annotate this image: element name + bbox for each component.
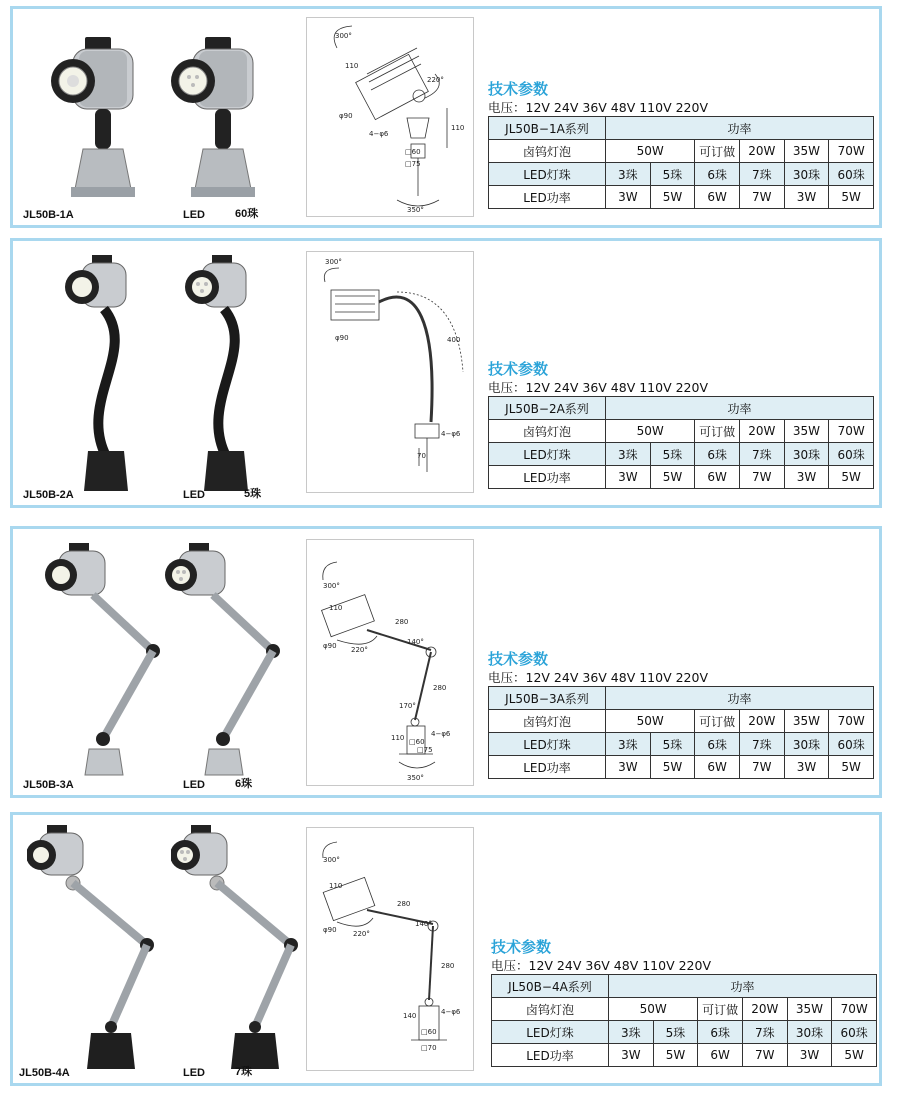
dim-label: 140	[403, 1012, 417, 1020]
table-cell: 5W	[832, 1044, 877, 1067]
voltage-text: 电压：12V 24V 36V 48V 110V 220V	[488, 380, 709, 395]
dim-label: φ90	[323, 926, 337, 934]
row-label: LED功率	[489, 756, 606, 779]
table-row	[492, 1044, 877, 1067]
spec-table	[488, 116, 874, 209]
lamp-photo-halogen	[27, 821, 157, 1071]
dim-label: 140°	[415, 920, 432, 928]
product-photos	[13, 815, 298, 1083]
table-cell: 5珠	[650, 733, 695, 756]
table-cell: 5珠	[650, 163, 695, 186]
table-cell: 3珠	[606, 733, 651, 756]
model-label: JL50B-3A	[23, 779, 74, 791]
dim-label: 350°	[407, 206, 424, 214]
dim-label: 280	[397, 900, 411, 908]
dim-label: 220°	[427, 76, 444, 84]
table-cell: 7W	[739, 186, 784, 209]
row-label: LED功率	[489, 186, 606, 209]
table-row	[489, 186, 874, 209]
table-cell: 70W	[832, 998, 877, 1021]
table-cell: 7珠	[742, 1021, 787, 1044]
table-cell: 5W	[650, 186, 695, 209]
table-cell: 6W	[695, 466, 740, 489]
voltage-text: 电压：12V 24V 36V 48V 110V 220V	[491, 958, 712, 973]
table-cell: 50W	[606, 140, 695, 163]
dim-label: 220°	[353, 930, 370, 938]
table-cell: 可订做	[698, 998, 743, 1021]
table-cell: 3W	[787, 1044, 832, 1067]
table-cell: 3W	[609, 1044, 654, 1067]
power-header: 功率	[606, 117, 874, 140]
table-cell: 3W	[606, 186, 651, 209]
table-cell: 35W	[784, 140, 829, 163]
table-cell: 50W	[609, 998, 698, 1021]
table-cell: 3W	[784, 756, 829, 779]
model-label: JL50B-4A	[19, 1067, 70, 1079]
dim-label: 4−φ6	[369, 130, 389, 138]
table-cell: 3珠	[606, 163, 651, 186]
spec-section	[488, 649, 874, 779]
dimension-drawing	[307, 252, 473, 492]
row-label: LED灯珠	[489, 163, 606, 186]
table-cell: 可订做	[695, 420, 740, 443]
table-row	[489, 117, 874, 140]
table-cell: 20W	[739, 710, 784, 733]
dim-label: □70	[421, 1044, 437, 1052]
dim-label: 280	[441, 962, 455, 970]
led-label: LED	[183, 779, 205, 791]
dim-label: 110	[329, 604, 343, 612]
lamp-photo-led	[163, 29, 263, 204]
dim-label: 280	[433, 684, 447, 692]
table-cell: 20W	[742, 998, 787, 1021]
table-cell: 6W	[695, 756, 740, 779]
row-label: LED功率	[489, 466, 606, 489]
table-cell: 60珠	[829, 733, 874, 756]
table-cell: 50W	[606, 710, 695, 733]
technical-drawing	[306, 251, 474, 493]
dim-label: 110	[329, 882, 343, 890]
table-cell: 60珠	[832, 1021, 877, 1044]
voltage-text: 电压：12V 24V 36V 48V 110V 220V	[488, 670, 709, 685]
dim-label: 300°	[323, 582, 340, 590]
model-label: JL50B-2A	[23, 489, 74, 501]
power-header: 功率	[606, 397, 874, 420]
table-cell: 50W	[606, 420, 695, 443]
table-cell: 5W	[829, 466, 874, 489]
dim-label: 4−φ6	[441, 430, 461, 438]
product-panel-4a	[10, 812, 882, 1086]
table-cell: 70W	[829, 710, 874, 733]
technical-drawing	[306, 827, 474, 1071]
table-cell: 可订做	[695, 710, 740, 733]
table-cell: 5珠	[650, 443, 695, 466]
table-row	[489, 687, 874, 710]
dim-label: 280	[395, 618, 409, 626]
dim-label: □60	[421, 1028, 437, 1036]
spec-table	[491, 974, 877, 1067]
table-cell: 30珠	[787, 1021, 832, 1044]
dim-label: 4−φ6	[441, 1008, 461, 1016]
table-row	[489, 443, 874, 466]
table-cell: 5W	[829, 186, 874, 209]
table-cell: 3珠	[609, 1021, 654, 1044]
table-cell: 5珠	[653, 1021, 698, 1044]
dim-label: □60	[409, 738, 425, 746]
dim-label: □75	[417, 746, 433, 754]
table-row	[492, 975, 877, 998]
product-panel-1a	[10, 6, 882, 228]
table-row	[489, 397, 874, 420]
dim-label: 300°	[325, 258, 342, 266]
series-label: JL50B−2A系列	[489, 397, 606, 420]
table-cell: 6珠	[695, 443, 740, 466]
table-row	[492, 1021, 877, 1044]
dimension-drawing	[307, 18, 473, 216]
table-cell: 7珠	[739, 163, 784, 186]
table-cell: 5W	[650, 466, 695, 489]
lamp-photo-led	[178, 251, 268, 496]
spec-table	[488, 396, 874, 489]
table-cell: 30珠	[784, 733, 829, 756]
table-cell: 5W	[653, 1044, 698, 1067]
table-cell: 70W	[829, 140, 874, 163]
dim-label: φ90	[335, 334, 349, 342]
beads-label: 6珠	[235, 778, 253, 790]
table-row	[489, 733, 874, 756]
row-label: 卤钨灯泡	[492, 998, 609, 1021]
spec-title: 技术参数	[491, 938, 552, 956]
dim-label: 110	[345, 62, 359, 70]
spec-table	[488, 686, 874, 779]
table-cell: 70W	[829, 420, 874, 443]
dim-label: 350°	[407, 774, 424, 782]
dim-label: 400	[447, 336, 461, 344]
table-cell: 7W	[739, 756, 784, 779]
table-row	[489, 163, 874, 186]
dim-label: 70	[417, 452, 426, 460]
dim-label: 170°	[399, 702, 416, 710]
dim-label: φ90	[323, 642, 337, 650]
technical-drawing	[306, 539, 474, 786]
dim-label: 220°	[351, 646, 368, 654]
dim-label: 140°	[407, 638, 424, 646]
table-cell: 30珠	[784, 443, 829, 466]
product-panel-3a	[10, 526, 882, 798]
beads-label: 60珠	[235, 208, 259, 220]
table-row	[489, 420, 874, 443]
table-cell: 7珠	[739, 443, 784, 466]
row-label: LED功率	[492, 1044, 609, 1067]
table-cell: 5W	[829, 756, 874, 779]
table-cell: 6W	[698, 1044, 743, 1067]
series-label: JL50B−1A系列	[489, 117, 606, 140]
spec-title: 技术参数	[488, 80, 549, 98]
dim-label: □75	[405, 160, 421, 168]
table-cell: 6珠	[698, 1021, 743, 1044]
table-cell: 7W	[742, 1044, 787, 1067]
table-cell: 20W	[739, 420, 784, 443]
table-cell: 3W	[784, 466, 829, 489]
row-label: LED灯珠	[489, 733, 606, 756]
table-cell: 7W	[739, 466, 784, 489]
lamp-photo-led	[171, 821, 301, 1071]
dim-label: φ90	[339, 112, 353, 120]
beads-label: 5珠	[244, 488, 262, 500]
table-cell: 20W	[739, 140, 784, 163]
row-label: 卤钨灯泡	[489, 710, 606, 733]
spec-section	[488, 359, 874, 489]
table-cell: 3珠	[606, 443, 651, 466]
voltage-text: 电压：12V 24V 36V 48V 110V 220V	[488, 100, 709, 115]
table-cell: 6珠	[695, 163, 740, 186]
table-row	[489, 466, 874, 489]
table-cell: 35W	[784, 710, 829, 733]
dim-label: 110	[391, 734, 405, 742]
dim-label: 300°	[323, 856, 340, 864]
row-label: 卤钨灯泡	[489, 140, 606, 163]
power-header: 功率	[606, 687, 874, 710]
lamp-photo-halogen	[58, 251, 148, 496]
led-label: LED	[183, 489, 205, 501]
lamp-photo-halogen	[43, 29, 143, 204]
table-row	[489, 710, 874, 733]
beads-label: 7珠	[235, 1066, 253, 1078]
product-photos	[13, 241, 298, 505]
dimension-drawing	[307, 540, 473, 785]
table-row	[492, 998, 877, 1021]
product-panel-2a	[10, 238, 882, 508]
table-cell: 35W	[784, 420, 829, 443]
spec-section	[488, 79, 874, 209]
table-cell: 可订做	[695, 140, 740, 163]
series-label: JL50B−4A系列	[492, 975, 609, 998]
dim-label: □60	[405, 148, 421, 156]
dim-label: 4−φ6	[431, 730, 451, 738]
dimension-drawing	[307, 828, 473, 1070]
product-photos	[13, 529, 298, 795]
technical-drawing	[306, 17, 474, 217]
table-cell: 3W	[784, 186, 829, 209]
dim-label: 300°	[335, 32, 352, 40]
table-row	[489, 756, 874, 779]
spec-title: 技术参数	[488, 360, 549, 378]
model-label: JL50B-1A	[23, 209, 74, 221]
table-cell: 7珠	[739, 733, 784, 756]
spec-section	[491, 937, 877, 1067]
spec-title: 技术参数	[488, 650, 549, 668]
lamp-photo-halogen	[43, 539, 163, 784]
lamp-photo-led	[163, 539, 283, 784]
led-label: LED	[183, 1067, 205, 1079]
table-cell: 35W	[787, 998, 832, 1021]
power-header: 功率	[609, 975, 877, 998]
row-label: LED灯珠	[492, 1021, 609, 1044]
led-label: LED	[183, 209, 205, 221]
table-cell: 30珠	[784, 163, 829, 186]
table-cell: 3W	[606, 756, 651, 779]
series-label: JL50B−3A系列	[489, 687, 606, 710]
table-cell: 5W	[650, 756, 695, 779]
table-row	[489, 140, 874, 163]
dim-label: 110	[451, 124, 465, 132]
table-cell: 60珠	[829, 443, 874, 466]
table-cell: 6珠	[695, 733, 740, 756]
row-label: 卤钨灯泡	[489, 420, 606, 443]
product-photos	[13, 9, 298, 225]
table-cell: 3W	[606, 466, 651, 489]
row-label: LED灯珠	[489, 443, 606, 466]
table-cell: 60珠	[829, 163, 874, 186]
table-cell: 6W	[695, 186, 740, 209]
